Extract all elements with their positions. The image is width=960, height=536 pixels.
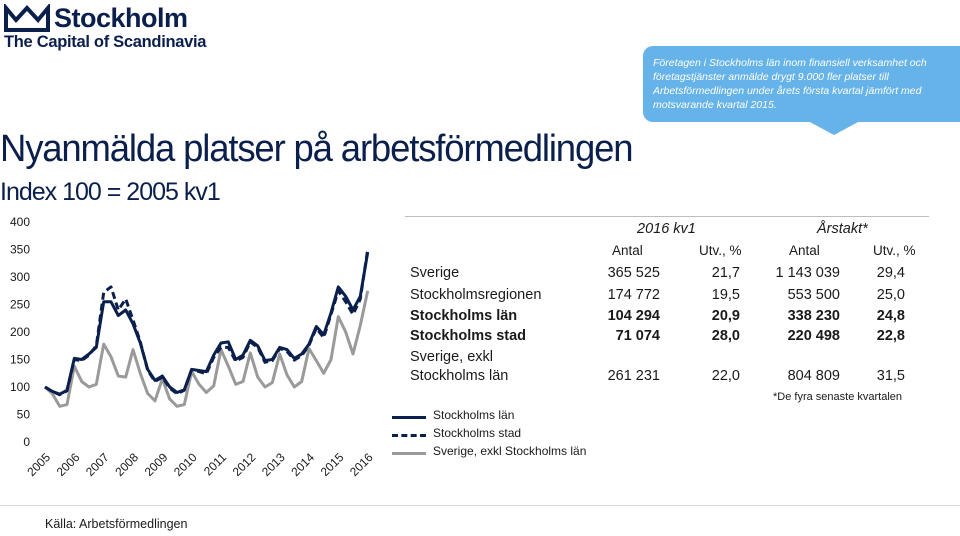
table-cell: 29,4	[876, 265, 905, 281]
table-cell: 22,8	[876, 328, 905, 344]
table-group-arstakt: Årstakt*	[817, 221, 868, 237]
legend-swatch-grey	[392, 452, 426, 455]
table-cell: 261 231	[607, 368, 660, 384]
legend-swatch-dashed	[392, 434, 426, 437]
callout-text: Företagen i Stockholms län inom finansiell verksamhet och företagstjänster anmälde drygt 9.000 fler platser till Arbetsförmedlingen under årets första kvartal jämfört med motsvarande kvartal 2015.	[653, 57, 927, 111]
table-row-label: Sverige	[410, 265, 460, 281]
x-tick-label: 2013	[259, 450, 288, 480]
y-tick-label: 200	[9, 325, 30, 339]
series-line-stockholms-l-n	[45, 252, 368, 394]
chart-series	[45, 250, 368, 407]
table-cell: 804 809	[787, 368, 840, 384]
table-cell: 28,0	[711, 328, 740, 344]
table-cell: 19,5	[711, 287, 740, 303]
table-row-label: Stockholmsregionen	[410, 287, 542, 303]
table-cell: 104 294	[607, 308, 660, 324]
footer-divider	[0, 505, 960, 506]
x-tick-label: 2008	[112, 450, 142, 480]
table-cell: 1 143 039	[775, 265, 840, 281]
x-axis	[24, 450, 376, 479]
table-col-utv: Utv., %	[873, 243, 916, 258]
y-tick-label: 300	[9, 270, 30, 284]
logo-tagline: The Capital of Scandinavia	[4, 33, 207, 51]
x-tick-label: 2009	[141, 450, 171, 480]
y-tick-label: 400	[9, 215, 30, 229]
y-axis	[10, 215, 30, 449]
table-top-rule	[405, 216, 929, 217]
table-cell: 553 500	[787, 287, 840, 303]
table-cell: 174 772	[607, 287, 660, 303]
logo-wordmark: Stockholm	[54, 3, 188, 33]
legend-item-stockholms-stad	[392, 426, 602, 442]
table-cell: 22,0	[711, 368, 740, 384]
table-row-label: Stockholms län	[410, 308, 518, 324]
x-tick-label: 2016	[347, 450, 376, 480]
table-footnote: *De fyra senaste kvartalen	[773, 391, 903, 403]
table-cell: 220 498	[787, 328, 840, 344]
y-tick-label: 100	[9, 380, 30, 394]
legend-label: Stockholms län	[433, 408, 515, 422]
x-tick-label: 2005	[24, 450, 54, 480]
table-col-utv: Utv., %	[699, 243, 742, 258]
table-row-label: Stockholms stad	[410, 328, 527, 344]
legend-item-stockholms-lan	[392, 408, 602, 424]
stockholm-logo	[4, 2, 219, 52]
crown-icon	[4, 4, 50, 32]
legend-label: Sverige, exkl Stockholms län	[433, 444, 587, 458]
callout-tail	[808, 121, 860, 135]
y-tick-label: 150	[9, 352, 30, 367]
x-tick-label: 2012	[229, 450, 259, 480]
page-title: Nyanmälda platser på arbetsförmedlingen	[0, 128, 633, 170]
page-subtitle: Index 100 = 2005 kv1	[0, 178, 220, 206]
table-cell: 338 230	[787, 308, 840, 324]
legend-item-sverige-exkl	[392, 444, 602, 460]
y-tick-label: 0	[23, 435, 30, 449]
line-chart	[0, 210, 385, 500]
x-tick-label: 2014	[288, 450, 318, 480]
y-tick-label: 50	[16, 407, 30, 422]
y-tick-label: 350	[9, 242, 30, 257]
table-cell: 24,8	[876, 308, 905, 324]
x-tick-label: 2007	[83, 450, 112, 480]
table-cell: 31,5	[876, 368, 905, 384]
table-cell: 21,7	[711, 265, 740, 281]
table-group-2016kv1: 2016 kv1	[637, 221, 696, 237]
table-row-label: Sverige, exkl	[410, 349, 494, 365]
table-cell: 25,0	[876, 287, 905, 303]
x-tick-label: 2006	[53, 450, 83, 480]
x-tick-label: 2011	[200, 450, 230, 479]
table-col-antal: Antal	[789, 243, 820, 258]
table-cell: 365 525	[607, 265, 660, 281]
legend-swatch-solid	[392, 416, 426, 419]
legend-label: Stockholms stad	[433, 426, 522, 440]
y-tick-label: 250	[9, 297, 30, 312]
callout-bubble	[643, 46, 960, 122]
table-cell: 71 074	[615, 328, 660, 344]
table-cell: 20,9	[711, 308, 740, 324]
x-tick-label: 2010	[171, 450, 200, 480]
x-tick-label: 2015	[317, 450, 347, 480]
source-note: Källa: Arbetsförmedlingen	[45, 517, 188, 531]
table-row-label-line2: Stockholms län	[410, 368, 509, 384]
table-col-antal: Antal	[612, 243, 643, 258]
